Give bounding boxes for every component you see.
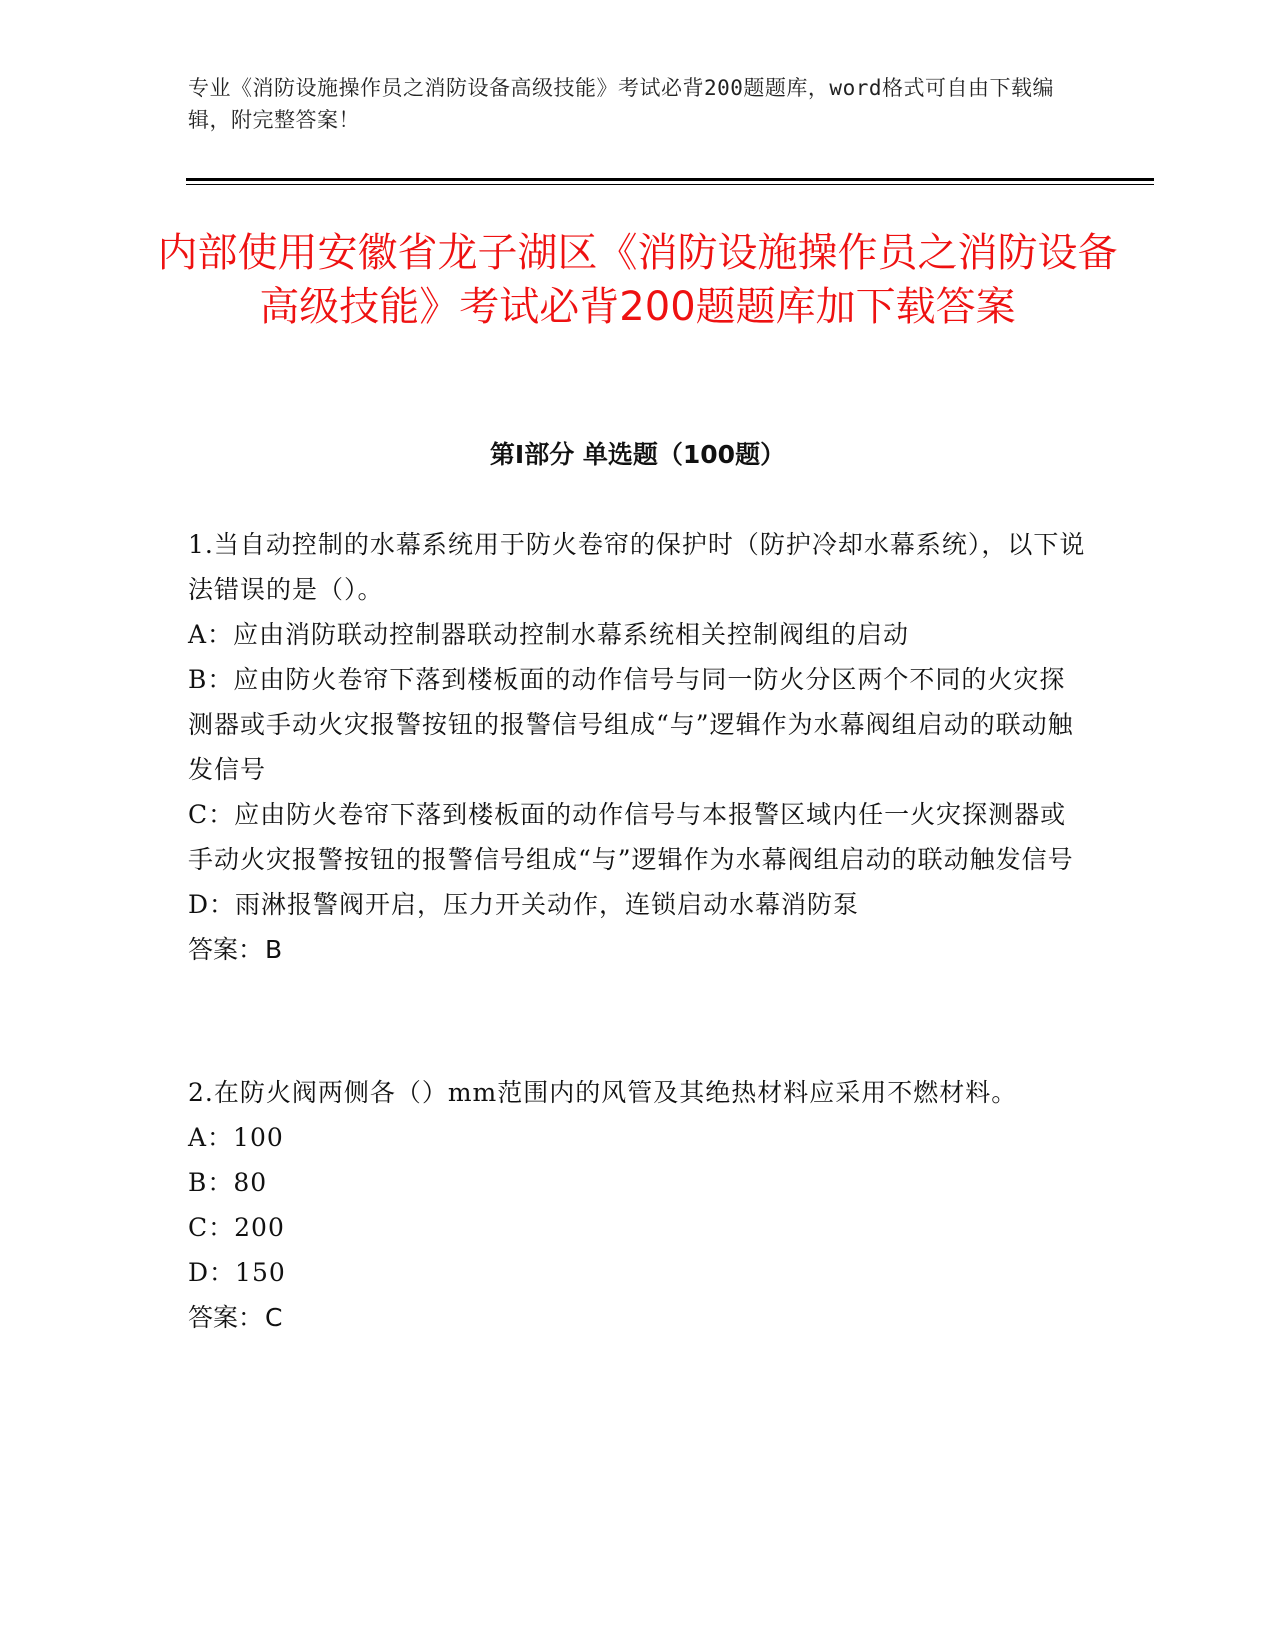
- option-c: C：200: [188, 1213, 285, 1242]
- answer-line: [188, 927, 1088, 972]
- option-a: A：应由消防联动控制器联动控制水幕系统相关控制阀组的启动: [188, 620, 910, 649]
- question-1: [188, 522, 1088, 972]
- answer-line: [188, 1295, 1088, 1340]
- option-b: B：应由防火卷帘下落到楼板面的动作信号与同一防火分区两个不同的火灾探测器或手动火灾报警按钮的报警信号组成“与”逻辑作为水幕阀组启动的联动触发信号: [188, 665, 1074, 784]
- question-stem: 2.在防火阀两侧各（）mm范围内的风管及其绝热材料应采用不燃材料。: [188, 1078, 1018, 1107]
- answer-label: 答案：: [188, 1303, 264, 1332]
- option-c: C：应由防火卷帘下落到楼板面的动作信号与本报警区域内任一火灾探测器或手动火灾报警按钮的报警信号组成“与”逻辑作为水幕阀组启动的联动触发信号: [188, 800, 1074, 874]
- answer-label: 答案：: [188, 935, 264, 964]
- question-2: [188, 1070, 1088, 1340]
- option-d: D：雨淋报警阀开启，压力开关动作，连锁启动水幕消防泵: [188, 890, 860, 919]
- header-divider-thin: [186, 184, 1154, 185]
- question-stem: 1.当自动控制的水幕系统用于防火卷帘的保护时（防护冷却水幕系统），以下说法错误的是（）。: [188, 530, 1086, 604]
- option-b: B：80: [188, 1168, 268, 1197]
- header-note: 专业《消防设施操作员之消防设备高级技能》考试必背200题题库，word格式可自由下载编辑，附完整答案！: [188, 76, 1054, 132]
- header-divider-thick: [186, 178, 1154, 181]
- document-title: 内部使用安徽省龙子湖区《消防设施操作员之消防设备高级技能》考试必背200题题库加下载答案: [157, 230, 1118, 330]
- option-d: D：150: [188, 1258, 286, 1287]
- option-a: A：100: [188, 1123, 284, 1152]
- answer-value: C: [265, 1303, 283, 1332]
- section-heading: 第I部分 单选题（100题）: [489, 440, 786, 469]
- answer-value: B: [265, 935, 283, 964]
